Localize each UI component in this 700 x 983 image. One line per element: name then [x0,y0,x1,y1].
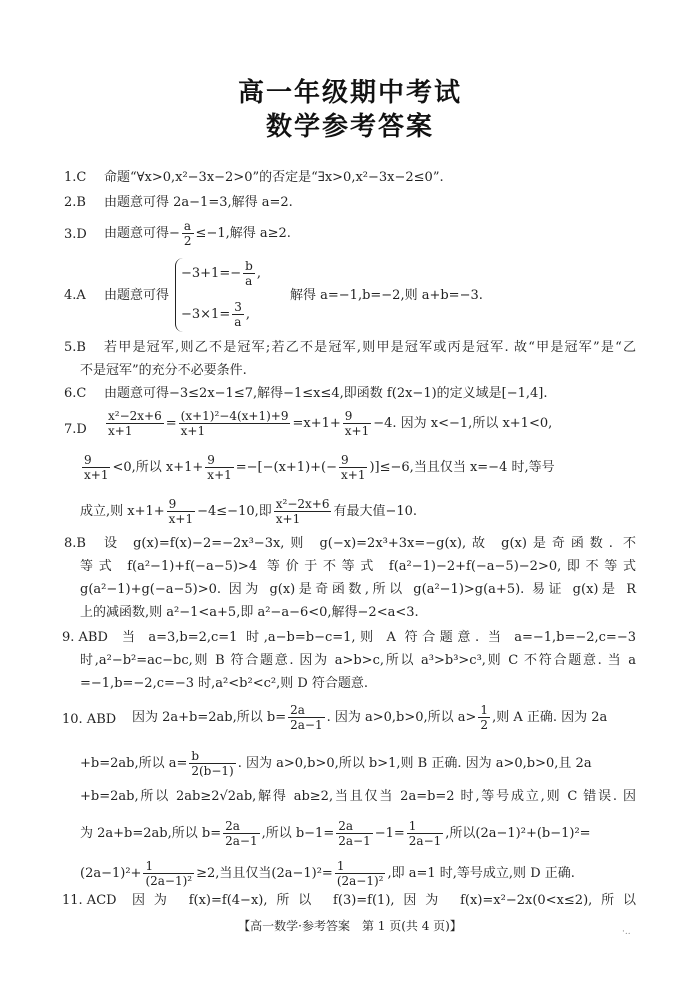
q10-line1-c: ,则 A 正确. 因为 2a [492,710,608,725]
q10-frac2 [478,703,490,732]
q10-frac7 [143,859,194,888]
q10-line1 [132,696,642,740]
q7-frac1-num: x²−2x+6 [108,409,162,423]
q9-number: 9. ABD [62,630,108,645]
q7-frac2-num: (x+1)²−4(x+1)+9 [180,409,289,423]
q7-frac4 [82,453,110,482]
q10-line5 [80,852,642,896]
q4-eq2-den: a [234,315,242,329]
q2-text: 由题意可得 2a−1=3,解得 a=2. [104,195,293,210]
q3-fraction-num: a [182,219,194,234]
q7-frac1-den: x+1 [108,424,133,438]
q7-frac5-den: x+1 [207,468,232,482]
q7-line1 [104,402,644,446]
q4-eq1-fraction [243,259,255,288]
q8-line1: 设 g(x)=f(x)−2=−2x³−3x,则 g(−x)=2x³+3x=−g(x),故 g(x)是奇函数. 不 [104,536,636,551]
q7-frac3 [343,409,371,438]
q10-frac2-den: 2 [480,718,489,732]
q4-eq1-num: b [245,259,253,273]
q5-number: 5.B [64,340,86,355]
q1-number: 1.C [64,170,87,185]
q10-frac5-num: 2a [336,819,372,834]
q3-fraction-den: 2 [183,234,192,248]
q9-line1: 当 a=3,b=2,c=1 时,a−b=b−c=1,则 A 符合题意. 当 a=−1,b=−2,c=−3 [122,630,636,645]
q7-line1-post: −4. 因为 x<−1,所以 x+1<0, [373,416,553,431]
q7-frac4-num: 9 [82,453,110,468]
q10-line5-c: ,即 a=1 时,等号成立,则 D 正确. [387,866,575,881]
q10-frac8-num: 1 [335,859,386,874]
q10-frac6-num: 1 [407,819,443,834]
q10-frac3-num: b [189,749,235,764]
q6-number: 6.C [64,386,87,401]
q7-number: 7.D [64,422,87,437]
q7-line3-b: −4≤−10,即 [197,504,272,519]
q10-frac4 [223,819,259,848]
q10-line5-a: (2a−1)²+ [80,866,142,881]
q7-line2-c: )]≤−6,当且仅当 x=−4 时,等号 [369,460,555,475]
q7-frac8-den: x+1 [275,512,301,526]
q10-frac4-num: 2a [223,819,259,834]
q4-eq2-fraction [232,300,244,329]
q7-frac6-den: x+1 [341,468,366,482]
page-footer: 【高一数学·参考答案 第 1 页(共 4 页)】 [238,919,462,933]
q4-post: 解得 a=−1,b=−2,则 a+b=−3. [290,288,483,303]
q3-post: ≤−1,解得 a≥2. [195,226,291,241]
q10-frac1-den: 2a−1 [290,718,323,732]
q7-frac4-den: x+1 [84,468,109,482]
q10-frac7-num: 1 [143,859,194,874]
q8-line4: 上的减函数,则 a²−1<a+5,即 a²−a−6<0,解得−2<a<3. [80,605,419,620]
q7-frac5-num: 9 [205,453,233,468]
q10-frac3-den: 2(b−1) [191,764,234,778]
q7-line3-c: 有最大值−10. [333,504,418,519]
q7-frac2 [179,409,291,438]
q10-frac1 [288,703,324,732]
q4-number: 4.A [64,288,86,303]
q10-line4-b: ,所以 b−1= [261,826,335,841]
exam-title: 高一年级期中考试 [237,78,462,108]
q10-line4-a: 为 2a+b=2ab,所以 b= [80,826,222,841]
q10-line1-b: . 因为 a>0,b>0,所以 a> [326,710,477,725]
q7-frac6-num: 9 [339,453,367,468]
q7-eq1: = [165,416,177,431]
answer-subtitle: 数学参考答案 [265,112,434,142]
q10-frac7-den: (2a−1)² [145,874,193,888]
q8-number: 8.B [64,536,86,551]
q4-eq2-post: , [245,307,251,322]
q7-line2 [80,446,640,490]
q7-frac3-den: x+1 [344,424,370,438]
q7-frac6 [339,453,367,482]
q7-frac7 [167,497,195,526]
q10-frac2-num: 1 [480,703,489,717]
q10-frac1-num: 2a [288,703,324,718]
q2-number: 2.B [64,195,86,210]
q7-frac8 [274,497,332,526]
q10-line4-c: −1= [374,826,405,841]
q10-number: 10. ABD [62,712,117,727]
q9-line3: =−1,b=−2,c=−3 时,a²<b²<c²,则 D 符合题意. [80,676,369,691]
q4-eq2-num: 3 [234,300,242,314]
q4-eq2-pre: −3×1= [181,307,231,322]
q10-frac6-den: 2a−1 [408,834,442,848]
q10-frac8-den: (2a−1)² [336,874,384,888]
q7-frac3-num: 9 [343,409,371,424]
q10-line2 [80,742,642,786]
q10-line2-b: . 因为 a>0,b>0,所以 b>1,则 B 正确. 因为 a>0,b>0,且 2a [237,756,592,771]
q1-text: 命题“∀x>0,x²−3x−2>0”的否定是“∃x>0,x²−3x−2≤0”. [104,170,444,185]
q10-frac6 [407,819,443,848]
q8-line3: g(a²−1)+g(−a−5)>0. 因为 g(x)是奇函数,所以 g(a²−1)>g(a+5). 易证 g(x)是 R [80,582,636,597]
footer-mark: ·.. [622,927,631,937]
q7-line3-a: 成立,则 x+1+ [80,504,165,519]
q7-frac5 [205,453,233,482]
q7-line2-a: <0,所以 x+1+ [112,460,204,475]
q10-line2-a: +b=2ab,所以 a= [80,756,188,771]
q7-frac7-den: x+1 [168,512,194,526]
q10-line5-b: ≥2,当且仅当(2a−1)²= [196,866,333,881]
q3-number: 3.D [64,227,87,242]
q3-pre: 由题意可得− [104,226,180,241]
q7-frac8-num: x²−2x+6 [275,497,330,511]
q7-eq2: =x+1+ [292,416,341,431]
q7-frac1 [106,409,164,438]
q4-pre: 由题意可得 [104,288,170,303]
q8-line2: 等式 f(a²−1)+f(−a−5)>4 等价于不等式 f(a²−1)−2+f(−a−5)−2>0,即不等式 [80,559,636,574]
q3-fraction [182,219,194,248]
q10-frac8 [335,859,386,888]
q7-frac7-num: 9 [167,497,195,512]
q10-frac5-den: 2a−1 [338,834,371,848]
q4-eq1-post: , [256,266,261,281]
q10-line4 [80,812,642,856]
q9-line2: 时,a²−b²=ac−bc,则 B 符合题意. 因为 a>b>c,所以 a³>b³>c³,则 C 不符合题意. 当 a [80,653,636,668]
q7-line3 [80,490,640,534]
q4-eq1-pre: −3+1=− [181,266,242,281]
q3-text [104,216,636,252]
q11-number: 11. ACD [62,893,117,908]
q10-line3: +b=2ab,所以 2ab≥2√2ab,解得 ab≥2,当且仅当 2a=b=2 时,等号成立,则 C 错误. 因 [80,789,636,804]
q11-text: 因为 f(x)=f(4−x),所以 f(3)=f(1),因为 f(x)=x²−2x(0<x≤2),所以 [132,893,636,908]
q10-frac5 [336,819,372,848]
q6-text: 由题意可得−3≤2x−1≤7,解得−1≤x≤4,即函数 f(2x−1)的定义域是[−1,4]. [104,386,548,401]
q5-line2: 不是冠军”的充分不必要条件. [80,363,247,378]
q10-line4-d: ,所以(2a−1)²+(b−1)²= [445,826,591,841]
q4-eq1-den: a [245,274,253,288]
q7-frac2-den: x+1 [180,424,206,438]
q5-line1: 若甲是冠军,则乙不是冠军;若乙不是冠军,则甲是冠军或丙是冠军. 故“甲是冠军”是“乙 [104,340,636,355]
q7-line2-b: =−[−(x+1)+(− [235,460,338,475]
q10-line1-a: 因为 2a+b=2ab,所以 b= [132,710,287,725]
q10-frac3 [189,749,235,778]
q10-frac4-den: 2a−1 [225,834,258,848]
